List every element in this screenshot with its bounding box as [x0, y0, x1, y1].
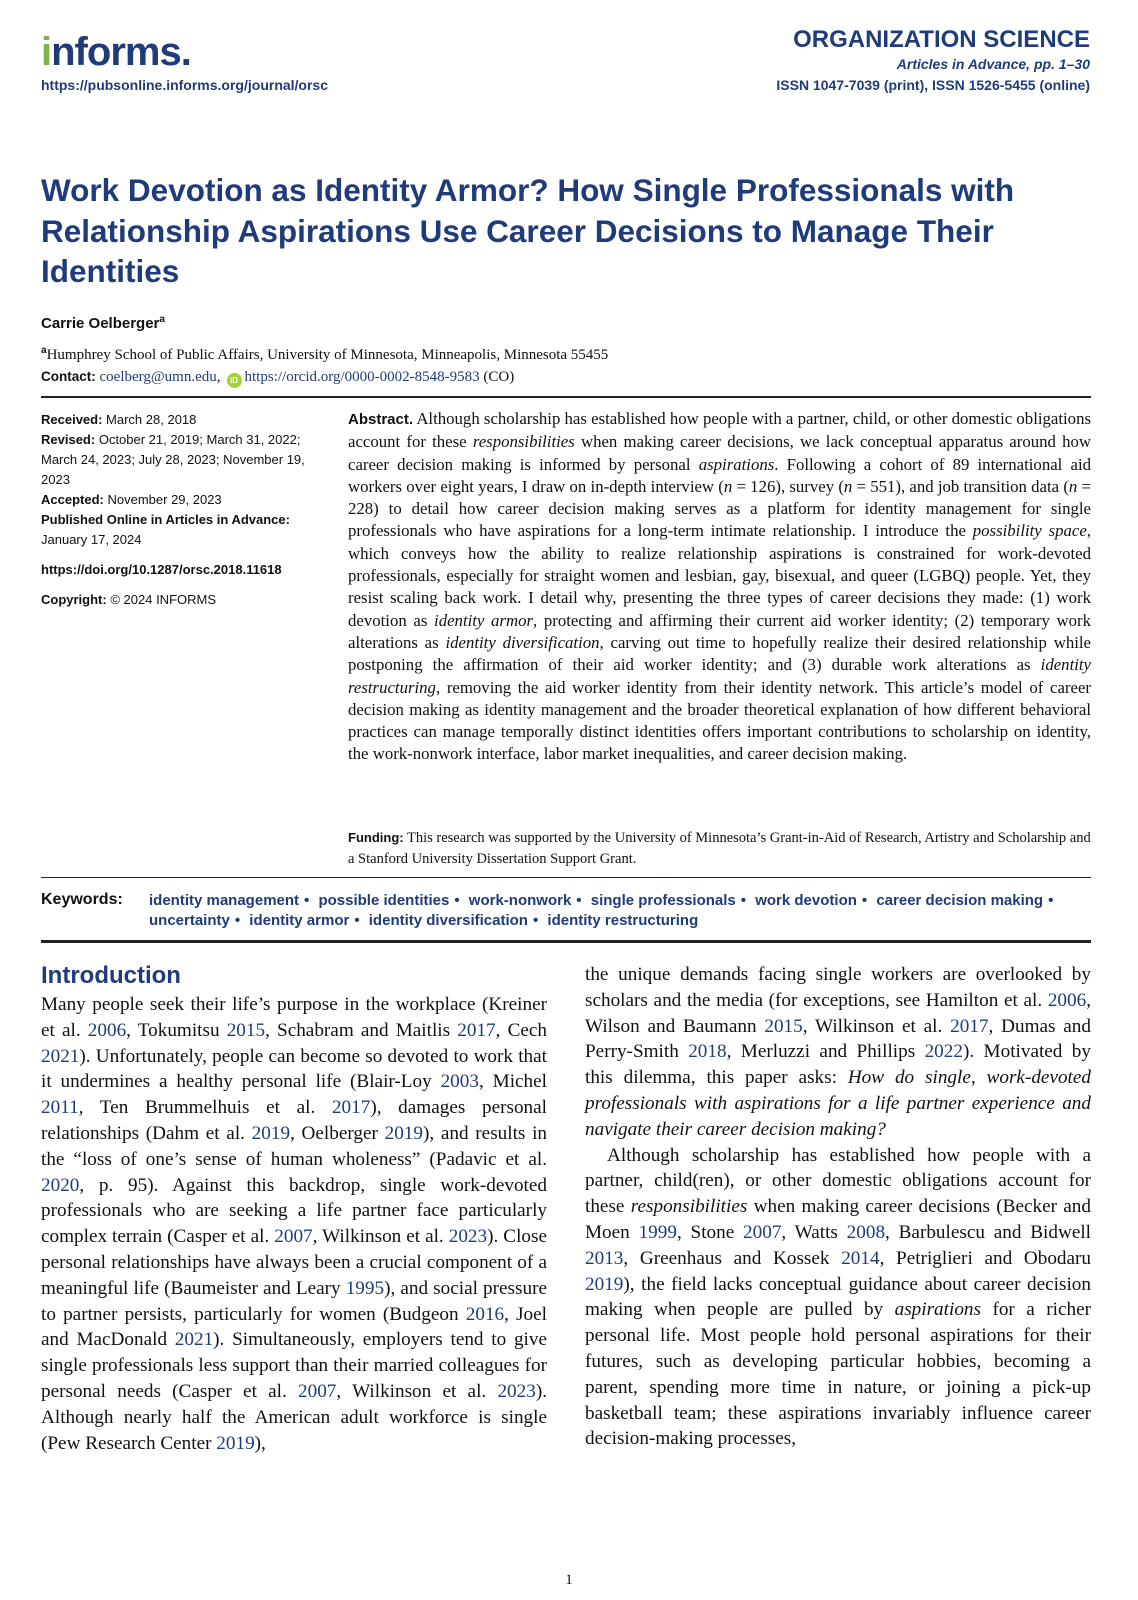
accepted-date: Accepted: November 29, 2023 [41, 492, 222, 507]
copyright: Copyright: © 2024 INFORMS [41, 592, 217, 607]
keyword-separator: • [861, 892, 868, 909]
body-column-left [41, 962, 547, 1456]
logo-text: nforms. [51, 30, 191, 74]
orcid-icon: iD [227, 373, 242, 388]
body-paragraph: the unique demands facing single workers are overlooked by scholars and the media (for exceptions, see Hamilton et al. 2006, Wilson and Baumann 2015, Wilkinson et al. 2017, Dumas and Perry-Smith 2018, Merluzzi and Phillips 2022). Motivated by this dilemma, this paper asks: How do single, work-devoted professionals with aspirations for a life partner experience and navigate their career decision making? [585, 964, 1091, 1140]
keyword-link[interactable]: work-nonwork [468, 892, 572, 909]
keyword-separator: • [576, 892, 582, 909]
received-date: Received: March 28, 2018 [41, 412, 197, 427]
article-history [41, 410, 321, 610]
keyword-link[interactable]: identity diversification [368, 912, 528, 929]
keyword-link[interactable]: identity armor [249, 912, 350, 929]
orcid-initials: (CO) [483, 369, 515, 385]
keyword-separator: • [1048, 892, 1054, 909]
keyword-link[interactable]: possible identities [318, 892, 450, 909]
contact-line: Contact: coelberg@umn.edu, iD https://orcid.org/0000-0002-8548-9583 (CO) [41, 369, 514, 388]
keywords-list [149, 891, 1091, 931]
doi-link[interactable]: https://doi.org/10.1287/orsc.2018.11618 [41, 562, 282, 577]
journal-url-link[interactable]: https://pubsonline.informs.org/journal/orsc [41, 77, 329, 93]
middle-divider [41, 877, 1091, 878]
keyword-separator: • [304, 892, 310, 909]
bottom-divider [41, 940, 1091, 943]
abstract: Abstract. Although scholarship has established how people with a partner, child, or other domestic obligations account for these responsibilities when making career decisions, we lack conceptual apparatus around how career decision making is informed by personal aspirations. Following a cohort of 89 international aid workers over eight years, I draw on in-depth interview (n = 126), survey (n = 551), and job transition data (n = 228) to detail how career decision making serves as a platform for identity management for single professionals who have aspirations for a long-term intimate relationship. I introduce the possibility space, which conveys how the ability to realize relationship aspirations is constrained for work-devoted professionals, especially for straight women and lesbian, gay, bisexual, and queer (LGBQ) people. Yet, they resist scaling back work. I detail why, presenting the three types of career decisions they made: (1) work devotion as identity armor, protecting and affirming their current aid worker identity; (2) temporary work alterations as identity diversification, carving out time to hopefully realize their desired relationship while postponing the affirmation of their aid worker identity; and (3) durable work alterations as identity restructuring, removing the aid worker identity from their identity network. This article’s model of career decision making as identity management and the broader theoretical explanation of how different behavioral practices can manage temporally distinct identities offers important contributions to scholarship on identity, the work-nonwork interface, labor market inequalities, and career decision making. [348, 409, 1092, 764]
keyword-separator: • [234, 912, 241, 929]
published-date: January 17, 2024 [41, 532, 142, 547]
published-label: Published Online in Articles in Advance: [41, 512, 290, 527]
page-number: 1 [565, 1572, 573, 1588]
journal-name: ORGANIZATION SCIENCE [793, 26, 1090, 53]
keyword-separator: • [454, 892, 460, 909]
logo-i: i [41, 30, 52, 74]
abstract-label: Abstract. [348, 411, 414, 428]
keyword-link[interactable]: identity restructuring [547, 912, 699, 929]
section-heading-introduction: Introduction [41, 962, 181, 989]
funding-label: Funding: [348, 830, 404, 845]
revised-dates: Revised: October 21, 2019; March 31, 2022; March 24, 2023; July 28, 2023; November 19, 2023 [41, 432, 305, 487]
contact-email-link[interactable]: coelberg@umn.edu [99, 369, 217, 385]
contact-label: Contact: [41, 369, 96, 384]
author-affiliation: $^a$Humphrey School of Public Affairs, University of Minnesota, Minneapolis, Minnesota 55455 [41, 345, 609, 363]
top-divider [41, 396, 1091, 398]
keyword-link[interactable]: career decision making [876, 892, 1044, 909]
keyword-separator: • [532, 912, 539, 929]
author-name: Carrie Oelberger$^a$ [41, 314, 165, 332]
informs-logo [41, 30, 191, 74]
article-title: Work Devotion as Identity Armor? How Single Professionals with Relationship Aspirations Use Career Decisions to Manage Their Identities [41, 172, 1015, 289]
body-paragraph: Many people seek their life’s purpose in the workplace (Kreiner et al. 2006, Tokumitsu 2015, Schabram and Maitlis 2017, Cech 2021). Unfortunately, people can become so devoted to work that it undermines a healthy personal life (Blair-Loy 2003, Michel 2011, Ten Brummelhuis et al. 2017), damages personal relationships (Dahm et al. 2019, Oelberger 2019), and results in the “loss of one’s sense of human wholeness” (Padavic et al. 2020, p. 95). Against this backdrop, single work-devoted professionals who are seeking a life partner face particularly complex terrain (Casper et al. 2007, Wilkinson et al. 2023). Close personal relationships have always been a crucial component of a meaningful life (Baumeister and Leary 1995), and social pressure to partner persists, particularly for women (Budgeon 2016, Joel and MacDonald 2021). Simultaneously, employers tend to give single professionals less support than their married colleagues for personal needs (Casper et al. 2007, Wilkinson et al. 2023). Although nearly half the American adult workforce is single (Pew Research Center 2019), [41, 994, 548, 1454]
keywords-label: Keywords: [41, 891, 123, 908]
body-paragraph: Although scholarship has established how people with a partner, child(ren), or other domestic obligations account for these responsibilities when making career decisions (Becker and Moen 1999, Stone 2007, Watts 2008, Barbulescu and Bidwell 2013, Greenhaus and Kossek 2014, Petriglieri and Obodaru 2019), the field lacks conceptual guidance about career decision making when people are pulled by aspirations for a richer personal life. Most people hold personal aspirations for their futures, such as developing particular hobbies, becoming a parent, spending more time in nature, or joining a pick-up basketball team; these aspirations invariably influence career decision-making processes, [585, 1144, 1092, 1450]
keyword-link[interactable]: single professionals [590, 892, 736, 909]
funding-statement: Funding: This research was supported by the University of Minnesota’s Grant-in-Aid of Research, Artistry and Scholarship and a Stanford University Dissertation Support Grant. [348, 830, 1091, 867]
keyword-link[interactable]: work devotion [755, 892, 857, 909]
keyword-separator: • [740, 892, 747, 909]
keyword-separator: • [354, 912, 360, 929]
orcid-link[interactable]: https://orcid.org/0000-0002-8548-9583 [244, 369, 480, 385]
journal-pages: Articles in Advance, pp. 1–30 [896, 56, 1090, 72]
journal-issn: ISSN 1047-7039 (print), ISSN 1526-5455 (online) [776, 77, 1090, 93]
keyword-link[interactable]: uncertainty [149, 912, 230, 929]
keyword-link[interactable]: identity management [149, 892, 300, 909]
body-column-right [585, 962, 1091, 1452]
